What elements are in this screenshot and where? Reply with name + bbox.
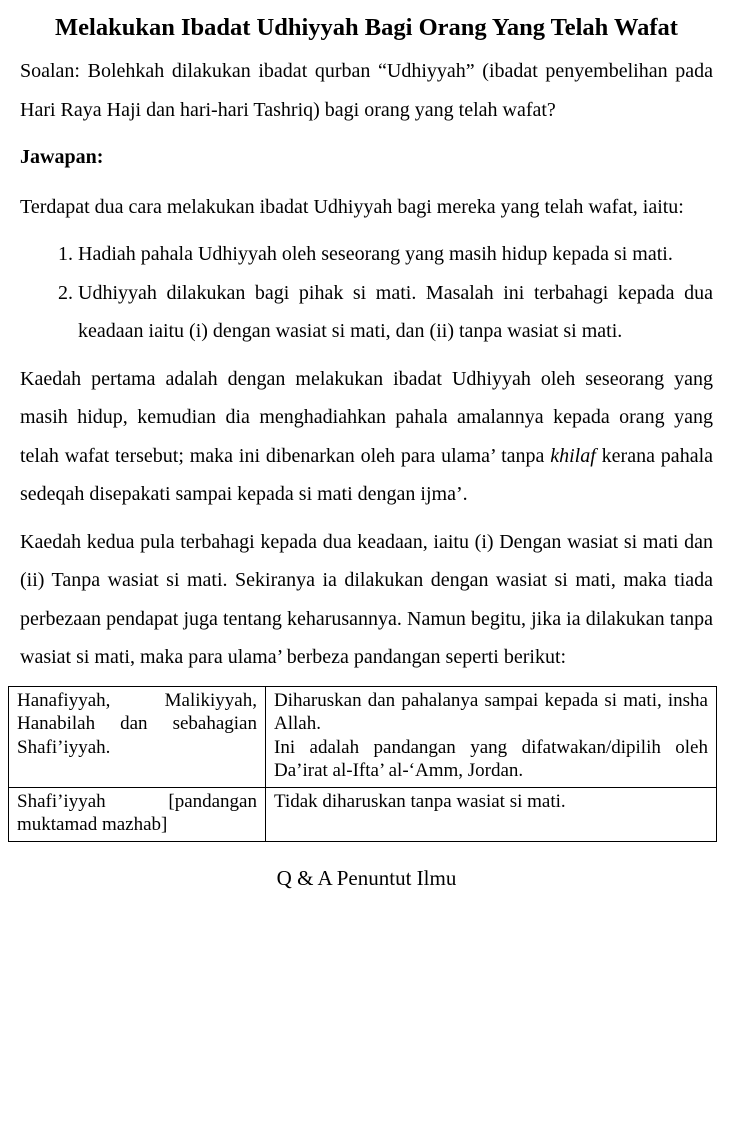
text: kerana pahala sedeqah disepakati sampai kepada si mati dengan ijma’. (20, 444, 713, 505)
table-row (9, 787, 717, 841)
ruling-cell (266, 686, 717, 787)
list-item: 1. Hadiah pahala Udhiyyah oleh seseorang yang masih hidup kepada si mati. (78, 235, 713, 274)
ruling-note: Ini adalah pandangan yang difatwakan/dipilih oleh Da’irat al-Ifta’ al-‘Amm, Jordan. (274, 736, 708, 781)
ruling-cell (266, 787, 717, 841)
intro-paragraph: Terdapat dua cara melakukan ibadat Udhiyyah bagi mereka yang telah wafat, iaitu: (20, 195, 684, 218)
methods-list (20, 235, 713, 351)
second-method-paragraph: Kaedah kedua pula terbahagi kepada dua keadaan, iaitu (i) Dengan wasiat si mati dan (ii) Tanpa wasiat si mati. Sekiranya ia dilakukan dengan wasiat si mati, maka tiada perbezaan pendapat juga tentang keharusannya. Namun begitu, jika ia dilakukan tanpa wasiat si mati, maka para ulama’ berbeza pandangan seperti berikut: (20, 530, 713, 668)
opinions-table (8, 686, 717, 842)
ruling-text: Tidak diharuskan tanpa wasiat si mati. (274, 790, 566, 812)
document (0, 12, 734, 891)
italic-term: khilaf (550, 444, 596, 467)
ruling-text: Diharuskan dan pahalanya sampai kepada si mati, insha Allah. (274, 689, 708, 734)
question-paragraph: Soalan: Bolehkah dilakukan ibadat qurban “Udhiyyah” (ibadat penyembelihan pada Hari Raya Haji dan hari-hari Tashriq) bagi orang yang telah wafat? (20, 60, 713, 121)
list-item: 2. Udhiyyah dilakukan bagi pihak si mati. Masalah ini terbahagi kepada dua keadaan iaitu (i) dengan wasiat si mati, dan (ii) tanpa wasiat si mati. (78, 274, 713, 351)
first-method-paragraph (20, 360, 713, 514)
footer-credit: Q & A Penuntut Ilmu (276, 865, 457, 890)
school-cell: Shafi’iyyah [pandangan muktamad mazhab] (9, 787, 266, 841)
school-cell: Hanafiyyah, Malikiyyah, Hanabilah dan sebahagian Shafi’iyyah. (9, 686, 266, 787)
text: Kaedah pertama adalah dengan melakukan ibadat Udhiyyah oleh seseorang yang masih hidup, kemudian dia menghadiahkan pahala amalannya kepada orang yang telah wafat tersebut; maka ini dibenarkan oleh para ulama’ tanpa (20, 367, 713, 467)
table-row (9, 686, 717, 787)
answer-label: Jawapan: (20, 146, 104, 168)
document-title: Melakukan Ibadat Udhiyyah Bagi Orang Yang Telah Wafat (55, 14, 678, 41)
